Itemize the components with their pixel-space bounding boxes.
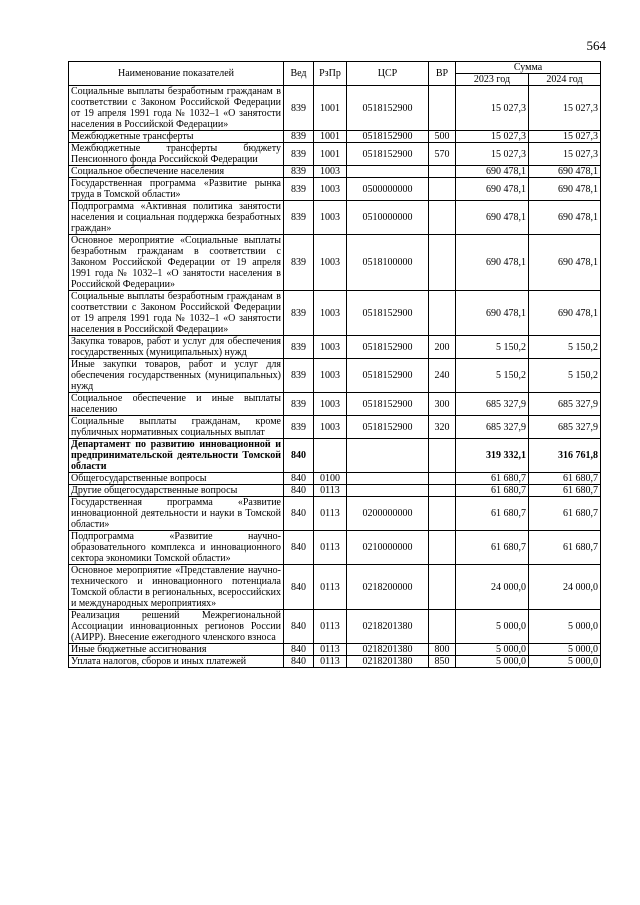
row-csr: 0518152900 <box>347 86 429 131</box>
row-vr <box>429 166 456 178</box>
row-amount-2024: 15 027,3 <box>529 131 601 143</box>
row-amount-2024: 5 000,0 <box>529 610 601 644</box>
row-vr <box>429 178 456 201</box>
row-amount-2023: 61 680,7 <box>456 497 529 531</box>
row-amount-2023: 690 478,1 <box>456 235 529 291</box>
row-ved: 840 <box>284 565 314 610</box>
row-amount-2023: 685 327,9 <box>456 393 529 416</box>
row-rzpr: 0113 <box>314 485 347 497</box>
row-name: Социальные выплаты безработным гражданам в соответствии с Законом Российской Федерации от 19 апреля 1991 года № 1032–1 «О занятости населения в Российской Федерации» <box>69 291 284 336</box>
row-amount-2023: 15 027,3 <box>456 143 529 166</box>
row-vr: 800 <box>429 644 456 656</box>
table-row <box>69 485 601 497</box>
row-csr: 0218201380 <box>347 644 429 656</box>
row-amount-2023: 15 027,3 <box>456 86 529 131</box>
row-amount-2023: 61 680,7 <box>456 531 529 565</box>
header-2024: 2024 год <box>529 74 601 86</box>
row-amount-2024: 5 000,0 <box>529 644 601 656</box>
table-row <box>69 131 601 143</box>
row-csr: 0518152900 <box>347 291 429 336</box>
row-vr <box>429 86 456 131</box>
row-vr: 240 <box>429 359 456 393</box>
row-vr <box>429 235 456 291</box>
row-rzpr: 1003 <box>314 336 347 359</box>
row-ved: 840 <box>284 473 314 485</box>
row-ved: 840 <box>284 485 314 497</box>
row-amount-2024: 24 000,0 <box>529 565 601 610</box>
row-ved: 839 <box>284 131 314 143</box>
row-csr: 0518100000 <box>347 235 429 291</box>
row-amount-2023: 5 000,0 <box>456 656 529 668</box>
table-row <box>69 416 601 439</box>
row-amount-2024: 61 680,7 <box>529 473 601 485</box>
row-rzpr: 1001 <box>314 143 347 166</box>
table-row <box>69 439 601 473</box>
row-ved: 839 <box>284 166 314 178</box>
row-ved: 839 <box>284 336 314 359</box>
table-row <box>69 497 601 531</box>
row-csr <box>347 485 429 497</box>
row-csr: 0218201380 <box>347 610 429 644</box>
row-csr <box>347 473 429 485</box>
row-name: Департамент по развитию инновационной и предпринимательской деятельности Томской области <box>69 439 284 473</box>
row-rzpr: 0113 <box>314 497 347 531</box>
row-ved: 839 <box>284 235 314 291</box>
row-ved: 839 <box>284 86 314 131</box>
row-rzpr: 1003 <box>314 393 347 416</box>
row-ved: 839 <box>284 416 314 439</box>
row-amount-2024: 61 680,7 <box>529 531 601 565</box>
row-vr: 850 <box>429 656 456 668</box>
row-rzpr <box>314 439 347 473</box>
row-ved: 840 <box>284 656 314 668</box>
row-name: Другие общегосударственные вопросы <box>69 485 284 497</box>
row-amount-2023: 24 000,0 <box>456 565 529 610</box>
row-vr: 500 <box>429 131 456 143</box>
row-name: Подпрограмма «Развитие научно-образовательного комплекса и инновационного сектора экономики Томской области» <box>69 531 284 565</box>
row-amount-2023: 5 000,0 <box>456 644 529 656</box>
table-row <box>69 336 601 359</box>
row-name: Основное мероприятие «Социальные выплаты безработным гражданам в соответствии с Законом Российской Федерации от 19 апреля 1991 года № 1032–1 «О занятости населения в Российской Федерации» <box>69 235 284 291</box>
row-name: Иные закупки товаров, работ и услуг для обеспечения государственных (муниципальных) нужд <box>69 359 284 393</box>
row-rzpr: 0113 <box>314 656 347 668</box>
row-amount-2024: 5 150,2 <box>529 359 601 393</box>
table-row <box>69 143 601 166</box>
row-vr <box>429 497 456 531</box>
table-row <box>69 565 601 610</box>
row-name: Межбюджетные трансферты бюджету Пенсионного фонда Российской Федерации <box>69 143 284 166</box>
row-amount-2024: 690 478,1 <box>529 235 601 291</box>
row-amount-2023: 5 000,0 <box>456 610 529 644</box>
row-csr: 0210000000 <box>347 531 429 565</box>
row-ved: 839 <box>284 178 314 201</box>
row-amount-2023: 5 150,2 <box>456 359 529 393</box>
row-name: Реализация решений Межрегиональной Ассоциации инновационных регионов России (АИРР). Внесение ежегодного членского взноса <box>69 610 284 644</box>
table-row <box>69 393 601 416</box>
header-name: Наименование показателей <box>69 62 284 86</box>
row-vr <box>429 473 456 485</box>
row-amount-2023: 61 680,7 <box>456 473 529 485</box>
row-vr: 300 <box>429 393 456 416</box>
row-amount-2023: 685 327,9 <box>456 416 529 439</box>
row-ved: 840 <box>284 610 314 644</box>
row-vr: 320 <box>429 416 456 439</box>
row-amount-2024: 61 680,7 <box>529 485 601 497</box>
table-row <box>69 644 601 656</box>
row-name: Общегосударственные вопросы <box>69 473 284 485</box>
table-row <box>69 166 601 178</box>
row-vr <box>429 201 456 235</box>
header-sum: Сумма <box>456 62 601 74</box>
row-name: Социальное обеспечение населения <box>69 166 284 178</box>
row-vr <box>429 291 456 336</box>
row-amount-2023: 690 478,1 <box>456 201 529 235</box>
row-rzpr: 1003 <box>314 166 347 178</box>
row-name: Закупка товаров, работ и услуг для обеспечения государственных (муниципальных) нужд <box>69 336 284 359</box>
row-rzpr: 1003 <box>314 178 347 201</box>
row-amount-2024: 316 761,8 <box>529 439 601 473</box>
row-amount-2023: 5 150,2 <box>456 336 529 359</box>
table-row <box>69 531 601 565</box>
table-row <box>69 473 601 485</box>
row-rzpr: 1003 <box>314 416 347 439</box>
row-rzpr: 0100 <box>314 473 347 485</box>
row-amount-2024: 685 327,9 <box>529 416 601 439</box>
row-vr: 200 <box>429 336 456 359</box>
row-csr: 0518152900 <box>347 336 429 359</box>
header-vr: ВР <box>429 62 456 86</box>
row-vr <box>429 531 456 565</box>
row-csr: 0218200000 <box>347 565 429 610</box>
row-ved: 840 <box>284 644 314 656</box>
row-rzpr: 1003 <box>314 235 347 291</box>
row-rzpr: 0113 <box>314 565 347 610</box>
header-ved: Вед <box>284 62 314 86</box>
row-vr <box>429 485 456 497</box>
row-csr <box>347 166 429 178</box>
row-csr: 0518152900 <box>347 143 429 166</box>
row-csr: 0518152900 <box>347 393 429 416</box>
row-ved: 839 <box>284 359 314 393</box>
row-csr: 0218201380 <box>347 656 429 668</box>
row-amount-2023: 690 478,1 <box>456 178 529 201</box>
row-name: Иные бюджетные ассигнования <box>69 644 284 656</box>
table-row <box>69 656 601 668</box>
table-row <box>69 610 601 644</box>
table-row <box>69 359 601 393</box>
row-name: Основное мероприятие «Представление научно-технического и инновационного потенциала Томской области в региональных, всероссийских и международных мероприятиях» <box>69 565 284 610</box>
row-vr <box>429 439 456 473</box>
row-name: Социальные выплаты гражданам, кроме публичных нормативных социальных выплат <box>69 416 284 439</box>
row-csr: 0518152900 <box>347 131 429 143</box>
row-ved: 840 <box>284 497 314 531</box>
row-name: Государственная программа «Развитие инновационной деятельности и науки в Томской области» <box>69 497 284 531</box>
row-amount-2023: 15 027,3 <box>456 131 529 143</box>
header-rzpr: РзПр <box>314 62 347 86</box>
row-rzpr: 0113 <box>314 610 347 644</box>
row-rzpr: 1003 <box>314 359 347 393</box>
row-rzpr: 1003 <box>314 201 347 235</box>
table-row <box>69 291 601 336</box>
header-2023: 2023 год <box>456 74 529 86</box>
budget-table <box>68 61 601 668</box>
row-amount-2024: 61 680,7 <box>529 497 601 531</box>
row-amount-2024: 690 478,1 <box>529 178 601 201</box>
row-ved: 839 <box>284 291 314 336</box>
row-rzpr: 1003 <box>314 291 347 336</box>
row-csr: 0518152900 <box>347 416 429 439</box>
row-amount-2023: 319 332,1 <box>456 439 529 473</box>
row-amount-2024: 5 150,2 <box>529 336 601 359</box>
row-name: Уплата налогов, сборов и иных платежей <box>69 656 284 668</box>
row-ved: 840 <box>284 531 314 565</box>
table-body <box>69 86 601 668</box>
row-amount-2024: 690 478,1 <box>529 291 601 336</box>
row-rzpr: 1001 <box>314 131 347 143</box>
row-amount-2023: 690 478,1 <box>456 166 529 178</box>
row-name: Социальные выплаты безработным гражданам в соответствии с Законом Российской Федерации от 19 апреля 1991 года № 1032–1 «О занятости населения в Российской Федерации» <box>69 86 284 131</box>
table-row <box>69 201 601 235</box>
row-amount-2024: 690 478,1 <box>529 166 601 178</box>
row-name: Государственная программа «Развитие рынка труда в Томской области» <box>69 178 284 201</box>
table-row <box>69 178 601 201</box>
header-csr: ЦСР <box>347 62 429 86</box>
row-amount-2024: 15 027,3 <box>529 143 601 166</box>
row-name: Межбюджетные трансферты <box>69 131 284 143</box>
table-row <box>69 86 601 131</box>
row-csr: 0500000000 <box>347 178 429 201</box>
row-vr <box>429 610 456 644</box>
row-csr <box>347 439 429 473</box>
row-amount-2023: 690 478,1 <box>456 291 529 336</box>
row-ved: 839 <box>284 201 314 235</box>
row-name: Социальное обеспечение и иные выплаты населению <box>69 393 284 416</box>
row-amount-2023: 61 680,7 <box>456 485 529 497</box>
row-rzpr: 0113 <box>314 644 347 656</box>
row-amount-2024: 685 327,9 <box>529 393 601 416</box>
table-row <box>69 235 601 291</box>
page-number: 564 <box>586 38 606 53</box>
row-csr: 0200000000 <box>347 497 429 531</box>
row-ved: 839 <box>284 393 314 416</box>
row-vr: 570 <box>429 143 456 166</box>
row-rzpr: 0113 <box>314 531 347 565</box>
row-ved: 839 <box>284 143 314 166</box>
row-amount-2024: 15 027,3 <box>529 86 601 131</box>
row-amount-2024: 690 478,1 <box>529 201 601 235</box>
row-vr <box>429 565 456 610</box>
row-amount-2024: 5 000,0 <box>529 656 601 668</box>
row-rzpr: 1001 <box>314 86 347 131</box>
row-name: Подпрограмма «Активная политика занятости населения и социальная поддержка безработных граждан» <box>69 201 284 235</box>
row-ved: 840 <box>284 439 314 473</box>
row-csr: 0510000000 <box>347 201 429 235</box>
row-csr: 0518152900 <box>347 359 429 393</box>
